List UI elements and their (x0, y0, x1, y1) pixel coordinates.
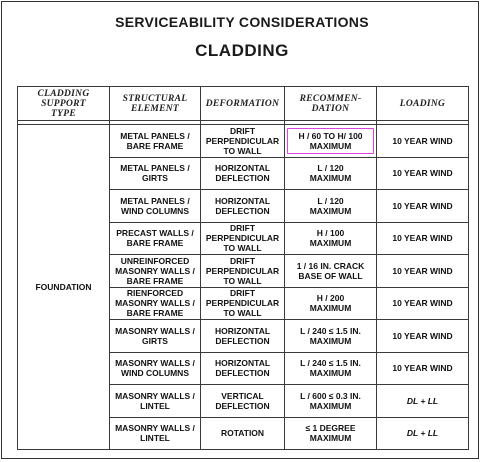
recommendation-cell-text: H / 60 TO H/ 100 MAXIMUM (298, 130, 363, 151)
support-type-cell: FOUNDATION (18, 125, 110, 450)
deformation-cell-text: HORIZONTAL DEFLECTION (214, 195, 271, 216)
recommendation-cell (285, 287, 377, 320)
loading-cell (377, 320, 469, 353)
structural-element-cell (110, 222, 201, 255)
deformation-cell-text: HORIZONTAL DEFLECTION (214, 163, 271, 184)
loading-cell (377, 287, 469, 320)
deformation-cell-text: DRIFT PERPENDICULAR TO WALL (205, 125, 280, 156)
structural-element-cell (110, 417, 201, 450)
recommendation-cell (285, 417, 377, 450)
structural-element-cell (110, 352, 201, 385)
deformation-cell-text: VERTICAL DEFLECTION (215, 390, 270, 411)
page-title: SERVICEABILITY CONSIDERATIONS (115, 14, 369, 30)
loading-cell (377, 417, 469, 450)
recommendation-cell (285, 352, 377, 385)
structural-element-cell (110, 287, 201, 320)
structural-element-cell-text: MASONRY WALLS / LINTEL (115, 390, 195, 411)
loading-cell-text: 10 YEAR WIND (392, 330, 453, 341)
structural-element-cell-text: MASONRY WALLS / LINTEL (115, 423, 195, 444)
loading-cell-text: DL + LL (406, 428, 439, 439)
recommendation-cell (285, 190, 377, 223)
deformation-cell-text: DRIFT PERPENDICULAR TO WALL (205, 288, 280, 319)
recommendation-cell (285, 157, 377, 190)
table-row (18, 125, 469, 158)
loading-cell (377, 157, 469, 190)
recommendation-cell (285, 255, 377, 288)
loading-cell-text: 10 YEAR WIND (392, 363, 453, 374)
recommendation-cell (285, 385, 377, 418)
structural-element-cell-text: PRECAST WALLS / BARE FRAME (116, 228, 194, 249)
structural-element-cell (110, 125, 201, 158)
deformation-cell-text: ROTATION (220, 428, 265, 439)
structural-element-cell-text: RIENFORCED MASONRY WALLS / BARE FRAME (115, 288, 195, 319)
structural-element-cell-text: METAL PANELS / BARE FRAME (120, 130, 190, 151)
loading-cell (377, 222, 469, 255)
loading-cell (377, 352, 469, 385)
structural-element-cell-text: UNREINFORCED MASONRY WALLS / BARE FRAME (115, 255, 195, 286)
structural-element-cell-text: MASONRY WALLS / GIRTS (115, 325, 195, 346)
structural-element-cell (110, 255, 201, 288)
structural-element-cell-text: METAL PANELS / WIND COLUMNS (120, 195, 190, 216)
structural-element-cell-text: MASONRY WALLS / WIND COLUMNS (115, 358, 195, 379)
header-row (18, 87, 469, 121)
loading-cell-text: 10 YEAR WIND (392, 265, 453, 276)
structural-element-cell (110, 157, 201, 190)
loading-cell (377, 385, 469, 418)
recommendation-cell-text: H / 100 MAXIMUM (309, 228, 352, 249)
loading-cell-text: 10 YEAR WIND (392, 168, 453, 179)
deformation-cell (201, 385, 285, 418)
loading-cell-text: 10 YEAR WIND (392, 233, 453, 244)
deformation-cell-text: DRIFT PERPENDICULAR TO WALL (205, 223, 280, 254)
structural-element-cell (110, 320, 201, 353)
recommendation-cell-text: L / 600 ≤ 0.3 IN. MAXIMUM (300, 390, 361, 411)
loading-cell-text: 10 YEAR WIND (392, 135, 453, 146)
recommendation-cell-text: L / 240 ≤ 1.5 IN. MAXIMUM (300, 358, 361, 379)
header-recommendation: RECOMMEN- DATION (285, 87, 377, 121)
loading-cell-text: 10 YEAR WIND (392, 298, 453, 309)
recommendation-cell-text: H / 200 MAXIMUM (309, 293, 352, 314)
deformation-cell-text: HORIZONTAL DEFLECTION (214, 325, 271, 346)
structural-element-cell (110, 385, 201, 418)
deformation-cell (201, 255, 285, 288)
recommendation-cell-text: L / 240 ≤ 1.5 IN. MAXIMUM (300, 325, 361, 346)
recommendation-cell (285, 125, 377, 158)
recommendation-cell-text: 1 / 16 IN. CRACK BASE OF WALL (296, 260, 365, 281)
header-loading: LOADING (377, 87, 469, 121)
header-structural-element: STRUCTURAL ELEMENT (110, 87, 201, 121)
deformation-cell (201, 190, 285, 223)
structural-element-cell (110, 190, 201, 223)
deformation-cell-text: HORIZONTAL DEFLECTION (214, 358, 271, 379)
loading-cell (377, 255, 469, 288)
deformation-cell (201, 352, 285, 385)
loading-cell-text: 10 YEAR WIND (392, 200, 453, 211)
recommendation-cell-text: L / 120 MAXIMUM (309, 163, 352, 184)
header-deformation: DEFORMATION (201, 87, 285, 121)
serviceability-table (17, 86, 469, 450)
recommendation-cell-text: L / 120 MAXIMUM (309, 195, 352, 216)
document-frame (1, 1, 479, 459)
loading-cell-text: DL + LL (406, 395, 439, 406)
deformation-cell (201, 417, 285, 450)
loading-cell (377, 190, 469, 223)
highlight-box (287, 128, 374, 154)
header-support-type: CLADDING SUPPORT TYPE (18, 87, 110, 121)
recommendation-cell (285, 222, 377, 255)
recommendation-cell-text: ≤ 1 DEGREE MAXIMUM (305, 423, 356, 444)
loading-cell (377, 125, 469, 158)
recommendation-cell (285, 320, 377, 353)
structural-element-cell-text: METAL PANELS / GIRTS (120, 163, 190, 184)
deformation-cell (201, 287, 285, 320)
deformation-cell (201, 222, 285, 255)
page-subtitle: CLADDING (195, 41, 289, 60)
deformation-cell (201, 157, 285, 190)
deformation-cell (201, 320, 285, 353)
deformation-cell (201, 125, 285, 158)
deformation-cell-text: DRIFT PERPENDICULAR TO WALL (205, 255, 280, 286)
